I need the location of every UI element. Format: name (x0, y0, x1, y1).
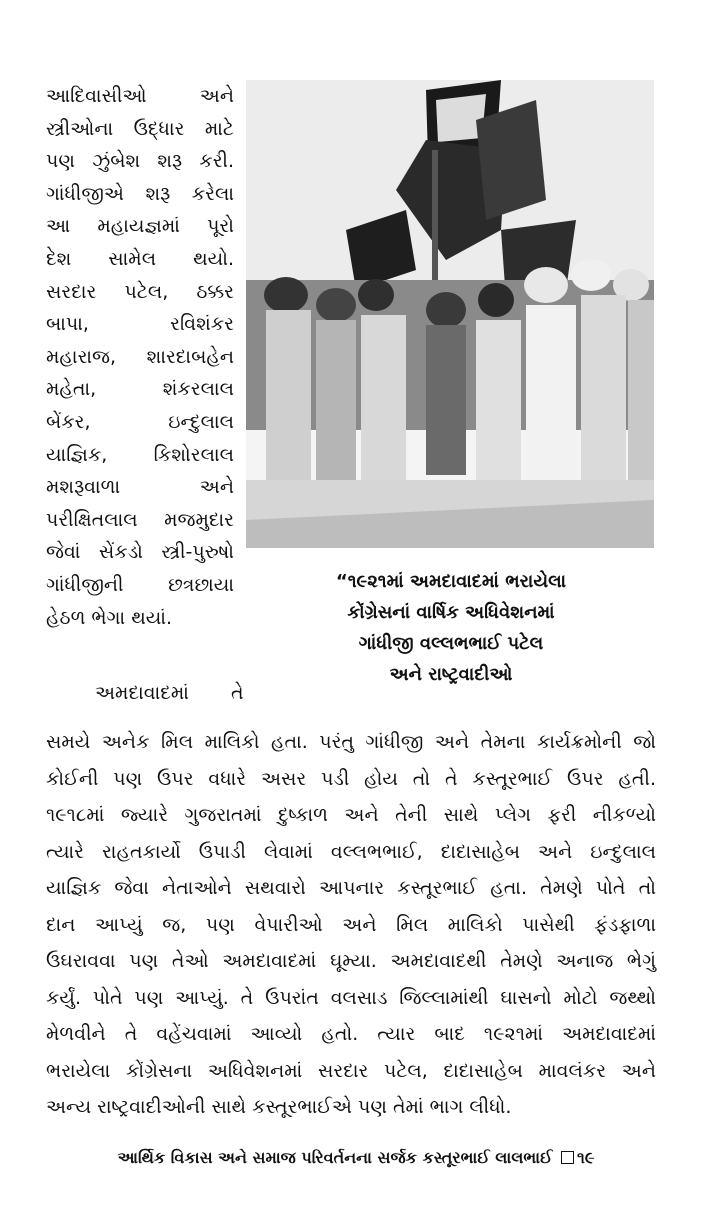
left-line: સરદાર પટેલ, ઠક્કર (46, 280, 234, 303)
body-line: અન્ય રાષ્ટ્રવાદીઓની સાથે કસ્તૂરભાઈએ પણ તેમાં ભાગ લીધો. (46, 1096, 512, 1118)
left-line: મશરૂવાળા અને (46, 476, 234, 499)
square-bullet-icon (561, 1151, 574, 1164)
left-line: દેશ સામેલ થયો. (46, 247, 234, 270)
caption-line: કોંગ્રેસનાં વાર્ષિક અધિવેશનમાં (347, 602, 555, 623)
page-number: ૧૯ (577, 1148, 595, 1167)
left-line: આ મહાયજ્ઞમાં પૂરો (46, 215, 234, 238)
historical-photo (246, 80, 654, 548)
left-line: મહેતા, શંકરલાલ (46, 378, 234, 401)
paragraph-start-word: અમદાવાદમાં (95, 682, 189, 704)
body-line: ૧૯૧૮માં જ્યારે ગુજરાતમાં દુષ્કાળ અને તેની સાથે પ્લેગ ફરી નીકળ્યો (46, 804, 656, 826)
paragraph-start (95, 682, 335, 704)
left-line: આદિવાસીઓ અને (46, 85, 234, 107)
body-line: દાન આપ્યું જ, પણ વેપારીઓ અને મિલ માલિકો પાસેથી ફંડફાળા (46, 913, 656, 936)
photo-caption (258, 566, 644, 690)
photo-illustration (246, 80, 654, 548)
body-line: યાજ્ઞિક જેવા નેતાઓને સથવારો આપનાર કસ્તૂરભાઈ હતા. તેમણે પોતે તો (46, 877, 656, 899)
body-line: સમયે અનેક મિલ માલિકો હતા. પરંતુ ગાંધીજી અને તેમના કાર્યક્રમોની જો (46, 731, 656, 753)
body-line: ઉઘરાવવા પણ તેઓ અમદાવાદમાં ઘૂમ્યા. અમદાવાદથી તેમણે અનાજ ભેગું (46, 950, 656, 972)
body-line: ભરાયેલા કોંગ્રેસના અધિવેશનમાં સરદાર પટેલ, દાદાસાહેબ માવલંકર અને (46, 1059, 656, 1082)
caption-line: અને રાષ્ટ્રવાદીઓ (389, 664, 513, 685)
body-line: કોઈની પણ ઉપર વધારે અસર પડી હોય તો તે કસ્તૂરભાઈ ઉપર હતી. (46, 767, 656, 790)
caption-line: ગાંધીજી વલ્લભભાઈ પટેલ (358, 633, 544, 654)
left-line: બાપા, રવિશંકર (46, 313, 234, 336)
body-line: મેળવીને તે વહેંચવામાં આવ્યો હતો. ત્યાર બાદ ૧૯૨૧માં અમદાવાદમાં (46, 1023, 656, 1045)
left-line: સ્ત્રીઓના ઉદ્ધાર માટે (46, 117, 234, 140)
left-line: બેંકર, ઇન્દુલાલ (46, 410, 234, 433)
left-line: ગાંધીજીએ શરૂ કરેલા (46, 182, 234, 205)
footer-title: આર્થિક વિકાસ અને સમાજ પરિવર્તનના સર્જક કસ્તૂરભાઈ લાલભાઈ (117, 1148, 553, 1167)
body-line: ત્યારે રાહતકાર્યો ઉપાડી લેવામાં વલ્લભભાઈ, દાદાસાહેબ અને ઇન્દુલાલ (46, 840, 656, 863)
left-line: પરીક્ષિતલાલ મજમુદાર (46, 508, 234, 531)
body-line: કર્યું. પોતે પણ આપ્યું. તે ઉપરાંત વલસાડ જિલ્લામાંથી ઘાસનો મોટો જથ્થો (46, 986, 656, 1009)
left-line: મહારાજ, શારદાબહેન (46, 345, 234, 368)
caption-line: “૧૯૨૧માં અમદાવાદમાં ભરાયેલા (335, 571, 567, 592)
page-footer (86, 1148, 626, 1168)
left-line: હેઠળ ભેગા થયાં. (46, 606, 173, 629)
left-column-text (46, 80, 234, 634)
left-line: ગાંધીજીની છત્રછાયા (46, 573, 234, 596)
left-line: યાજ્ઞિક, કિશોરલાલ (46, 443, 234, 466)
left-line: પણ ઝુંબેશ શરૂ કરી. (46, 150, 234, 173)
left-line: જેવાં સેંકડો સ્ત્રી-પુરુષો (46, 541, 234, 564)
body-paragraph (46, 724, 656, 1126)
paragraph-start-word: તે (231, 682, 244, 704)
